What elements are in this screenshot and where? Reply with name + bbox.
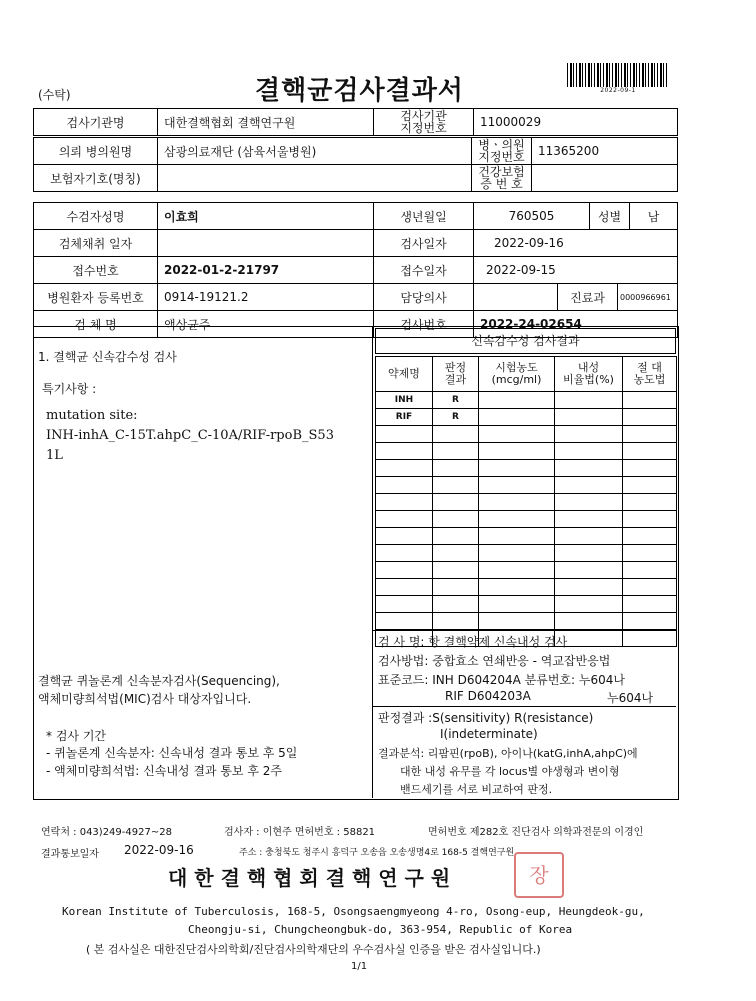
value-cell: 2022-01-2-21797	[158, 257, 374, 284]
table-row	[376, 545, 677, 562]
method-line: 대한 내성 유무를 각 locus별 야생형과 변이형	[400, 765, 620, 778]
table-row	[376, 562, 677, 579]
column-header: 시험농도 (mcg/ml)	[479, 357, 555, 392]
empty-cell	[433, 579, 479, 596]
header-table-2	[33, 137, 678, 192]
empty-cell	[479, 596, 555, 613]
sus-title: 신속감수성 검사결과	[375, 328, 676, 354]
empty-cell	[376, 511, 433, 528]
label-cell: 접수일자	[374, 257, 474, 284]
empty-cell	[623, 528, 677, 545]
empty-cell	[623, 477, 677, 494]
value-cell: 대한결핵협회 결핵연구원	[158, 109, 374, 136]
table-row	[376, 392, 677, 409]
column-header: 내성 비율법(%)	[555, 357, 623, 392]
certification-text: ( 본 검사실은 대한진단검사의학회/진단검사의학재단의 우수검사실 인증을 받은 검사실입니다.)	[86, 943, 541, 956]
table-row	[376, 528, 677, 545]
note-text: 액체미량희석법(MIC)검사 대상자입니다.	[38, 692, 252, 706]
note-text: 결핵균 퀴놀론계 신속분자검사(Sequencing),	[38, 674, 280, 688]
barcode-text: 2022-09-1	[600, 87, 636, 94]
table-row	[376, 494, 677, 511]
empty-cell	[479, 528, 555, 545]
page-title: 결핵균검사결과서	[255, 76, 464, 106]
label-cell: 검사번호	[374, 311, 474, 338]
empty-cell	[433, 562, 479, 579]
method-line: 밴드세기를 서로 비교하여 판정.	[400, 783, 553, 796]
empty-cell	[479, 426, 555, 443]
value-cell: 이효희	[158, 203, 374, 230]
empty-cell	[623, 443, 677, 460]
period-title: * 검사 기간	[46, 729, 106, 743]
empty-cell	[376, 494, 433, 511]
table-row	[376, 511, 677, 528]
label-cell: 담당의사	[374, 284, 474, 311]
empty-cell	[555, 409, 623, 426]
method-line: 누604나	[607, 691, 654, 705]
empty-cell	[376, 579, 433, 596]
empty-cell	[623, 562, 677, 579]
label-cell: 검사기관 지정번호	[374, 109, 474, 136]
column-header: 판정 결과	[433, 357, 479, 392]
empty-cell	[479, 494, 555, 511]
empty-cell	[623, 613, 677, 630]
empty-cell	[433, 494, 479, 511]
table-row	[376, 409, 677, 426]
value-cell: 11365200	[532, 138, 678, 165]
table-row	[34, 203, 678, 230]
empty-cell	[555, 613, 623, 630]
period-text: - 액체미량희석법: 신속내성 결과 통보 후 2주	[46, 764, 282, 778]
table-row	[34, 138, 678, 165]
label-cell: 진료과	[558, 284, 618, 311]
divider	[373, 706, 676, 707]
table-row	[34, 257, 678, 284]
notice-label: 결과통보일자	[41, 849, 99, 860]
method-line: 판정결과 :S(sensitivity) R(resistance)	[378, 711, 594, 725]
label-cell: 의뢰 병의원명	[34, 138, 158, 165]
empty-cell	[479, 562, 555, 579]
empty-cell	[555, 477, 623, 494]
organization-name: 대 한 결 핵 협 회 결 핵 연 구 원	[168, 866, 451, 890]
divider	[372, 326, 373, 798]
mutation-text: 1L	[46, 448, 63, 463]
empty-cell	[479, 409, 555, 426]
empty-cell	[479, 613, 555, 630]
value-cell	[158, 165, 472, 192]
empty-cell	[555, 460, 623, 477]
empty-cell	[376, 596, 433, 613]
table-row	[376, 596, 677, 613]
empty-cell	[479, 477, 555, 494]
empty-cell	[433, 545, 479, 562]
table-row	[34, 230, 678, 257]
value-cell	[532, 165, 678, 192]
table-row	[376, 613, 677, 630]
empty-cell	[555, 443, 623, 460]
mutation-text: mutation site:	[46, 408, 138, 423]
empty-cell	[376, 460, 433, 477]
license-text: 면허번호 제282호 진단검사 의학과전문의 이경인	[428, 827, 644, 838]
value-cell: 삼광의료재단 (삼육서울병원)	[158, 138, 472, 165]
empty-cell	[623, 596, 677, 613]
empty-cell	[433, 528, 479, 545]
table-row	[376, 460, 677, 477]
column-header: 절 대 농도법	[623, 357, 677, 392]
period-text: - 퀴놀론계 신속분자: 신속내성 결과 통보 후 5일	[46, 746, 298, 760]
empty-cell	[433, 426, 479, 443]
header-table	[33, 108, 678, 136]
section-heading: 1. 결핵균 신속감수성 검사	[38, 350, 177, 364]
receipt-label: (수탁)	[38, 88, 71, 102]
empty-cell	[623, 460, 677, 477]
value-cell: 11000029	[474, 109, 678, 136]
label-cell: 검사기관명	[34, 109, 158, 136]
empty-cell	[376, 545, 433, 562]
table-row	[34, 109, 678, 136]
empty-cell	[376, 562, 433, 579]
table-row	[376, 443, 677, 460]
empty-cell	[555, 392, 623, 409]
empty-cell	[376, 443, 433, 460]
address-text: 주소 : 충청북도 청주시 흥덕구 오송읍 오송생명4로 168-5 결핵연구원	[239, 848, 515, 858]
page-number: 1/1	[351, 961, 368, 972]
empty-cell	[479, 545, 555, 562]
mutation-text: INH-inhA_C-15T.ahpC_C-10A/RIF-rpoB_S53	[46, 428, 334, 443]
value-cell: 760505	[474, 203, 590, 230]
method-line: RIF D604203A	[445, 689, 531, 703]
empty-cell	[433, 460, 479, 477]
value-cell: 남	[630, 203, 678, 230]
empty-cell	[555, 596, 623, 613]
label-cell: 성별	[590, 203, 630, 230]
empty-cell	[623, 426, 677, 443]
drug-cell: INH	[376, 392, 433, 409]
empty-cell	[623, 545, 677, 562]
label-cell: 건강보험 증 번 호	[472, 165, 532, 192]
method-line: 검사방법: 중합효소 연쇄반응 - 역교잡반응법	[378, 654, 611, 668]
label-cell: 검 체 명	[34, 311, 158, 338]
label-cell: 접수번호	[34, 257, 158, 284]
empty-cell	[433, 477, 479, 494]
patient-table	[33, 202, 678, 284]
empty-cell	[376, 477, 433, 494]
empty-cell	[479, 443, 555, 460]
value-cell: 2022-09-16	[474, 230, 678, 257]
method-line: 표준코드: INH D604204A 분류번호: 누604나	[378, 673, 625, 687]
empty-cell	[376, 528, 433, 545]
empty-cell	[555, 528, 623, 545]
susceptibility-table	[375, 356, 677, 647]
value-cell: 2022-09-15	[474, 257, 678, 284]
empty-cell	[479, 392, 555, 409]
empty-cell	[479, 511, 555, 528]
label-cell: 보험자기호(명칭)	[34, 165, 158, 192]
result-cell: R	[433, 392, 479, 409]
empty-cell	[623, 630, 677, 647]
result-cell: R	[433, 409, 479, 426]
method-line: 결과분석: 리팜핀(rpoB), 아이나(katG,inhA,ahpC)에	[378, 747, 638, 760]
drug-cell: RIF	[376, 409, 433, 426]
label-cell: 검사일자	[374, 230, 474, 257]
value-cell: 0000966961	[618, 284, 678, 311]
empty-cell	[376, 613, 433, 630]
value-cell: 액상균주	[158, 311, 374, 338]
empty-cell	[623, 579, 677, 596]
barcode-bars	[567, 63, 669, 87]
table-header-row	[376, 357, 677, 392]
label-cell: 생년월일	[374, 203, 474, 230]
empty-cell	[623, 409, 677, 426]
empty-cell	[555, 562, 623, 579]
empty-cell	[555, 579, 623, 596]
empty-cell	[433, 596, 479, 613]
empty-cell	[623, 494, 677, 511]
table-row	[34, 284, 678, 311]
empty-cell	[555, 494, 623, 511]
table-row	[376, 579, 677, 596]
empty-cell	[479, 460, 555, 477]
notice-date: 2022-09-16	[124, 843, 194, 857]
table-row	[376, 426, 677, 443]
empty-cell	[623, 511, 677, 528]
empty-cell	[433, 511, 479, 528]
empty-cell	[623, 392, 677, 409]
empty-cell	[433, 613, 479, 630]
divider	[373, 630, 676, 631]
remarks-label: 특기사항 :	[42, 382, 97, 396]
contact-text: 연락처 : 043)249-4927~28	[41, 827, 172, 838]
table-row	[34, 165, 678, 192]
empty-cell	[479, 579, 555, 596]
table-row	[376, 477, 677, 494]
value-cell	[474, 284, 558, 311]
value-cell	[158, 230, 374, 257]
empty-cell	[376, 426, 433, 443]
empty-cell	[555, 426, 623, 443]
empty-cell	[433, 443, 479, 460]
label-cell: 수검자성명	[34, 203, 158, 230]
method-line: I(indeterminate)	[440, 727, 538, 741]
value-cell: 0914-19121.2	[158, 284, 374, 311]
english-address: Korean Institute of Tuberculosis, 168-5, Osongsaengmyeong 4-ro, Osong-eup, Heungdeok-gu,	[62, 905, 645, 918]
english-address: Cheongju-si, Chungcheongbuk-do, 363-954, Republic of Korea	[188, 923, 573, 936]
official-seal: 장	[514, 852, 564, 898]
empty-cell	[555, 511, 623, 528]
tester-text: 검사자 : 이현주 면허번호 : 58821	[224, 827, 376, 838]
label-cell: 병ㆍ의원 지정번호	[472, 138, 532, 165]
value-cell: 2022-24-02654	[474, 311, 678, 338]
empty-cell	[555, 545, 623, 562]
label-cell: 검체채취 일자	[34, 230, 158, 257]
label-cell: 병원환자 등록번호	[34, 284, 158, 311]
column-header: 약제명	[376, 357, 433, 392]
barcode	[567, 63, 669, 93]
method-line: 검 사 명: 항 결핵약제 신속내성 검사	[378, 635, 568, 649]
